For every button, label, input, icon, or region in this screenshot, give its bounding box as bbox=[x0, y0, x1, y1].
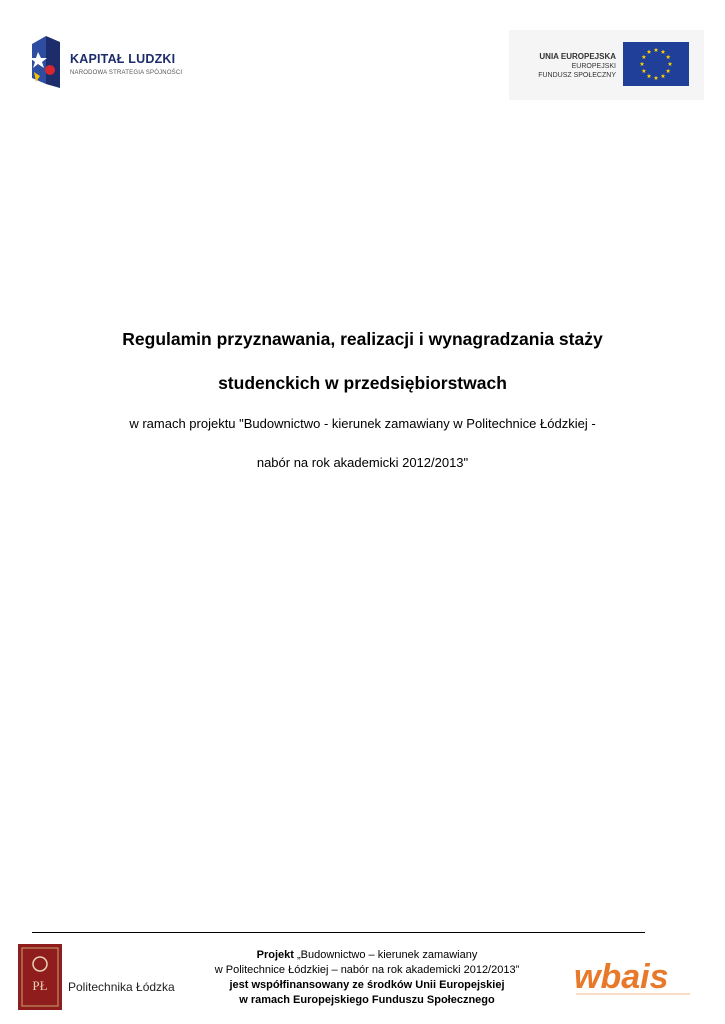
project-name-line-2: w Politechnice Łódzkiej – nabór na rok akademicki 2012/2013” bbox=[214, 964, 520, 976]
cofinanced-line-2: w ramach Europejskiego Funduszu Społecznego bbox=[239, 994, 495, 1006]
eu-logo-line2: EUROPEJSKI bbox=[571, 63, 616, 70]
document-title-line-1: Regulamin przyznawania, realizacji i wynagradzania staży bbox=[122, 329, 603, 349]
document-title-line-2: studenckich w przedsiębiorstwach bbox=[218, 373, 507, 393]
kapital-ludzki-subtitle: NARODOWA STRATEGIA SPÓJNOŚCI bbox=[70, 70, 183, 76]
eu-logo-text bbox=[538, 52, 616, 80]
university-name: Politechnika Łódzka bbox=[68, 980, 175, 994]
document-subtitle-line-2: nabór na rok akademicki 2012/2013" bbox=[256, 455, 469, 470]
politechnika-lodzka-emblem-icon bbox=[18, 944, 62, 1010]
footer-divider bbox=[32, 932, 645, 933]
kapital-ludzki-logo bbox=[30, 34, 200, 92]
project-info-line-1 bbox=[190, 948, 544, 963]
project-label: Projekt bbox=[256, 949, 294, 961]
eu-logo-line1: UNIA EUROPEJSKA bbox=[539, 52, 616, 61]
cofinanced-line-1: jest współfinansowany ze środków Unii Europejskiej bbox=[229, 979, 505, 991]
wbais-logo bbox=[570, 950, 698, 1000]
emblem-initials: PŁ bbox=[32, 978, 48, 993]
project-name-line-1: „Budownictwo – kierunek zamawiany bbox=[296, 949, 478, 961]
eu-logo-line3: FUNDUSZ SPOŁECZNY bbox=[538, 72, 616, 79]
kapital-ludzki-title: KAPITAŁ LUDZKI bbox=[70, 52, 176, 66]
project-info bbox=[190, 948, 544, 1008]
document-subtitle-line-1: w ramach projektu "Budownictwo - kierunek zamawiany w Politechnice Łódzkiej - bbox=[129, 416, 596, 431]
wbais-logo-text: wbais bbox=[574, 958, 669, 996]
wbais-logo-graphic bbox=[570, 950, 698, 1000]
eu-efs-logo bbox=[509, 30, 704, 100]
politechnika-lodzka-logo bbox=[18, 944, 178, 1014]
kapital-ludzki-emblem-icon bbox=[30, 34, 62, 90]
eu-flag-icon bbox=[623, 42, 689, 86]
